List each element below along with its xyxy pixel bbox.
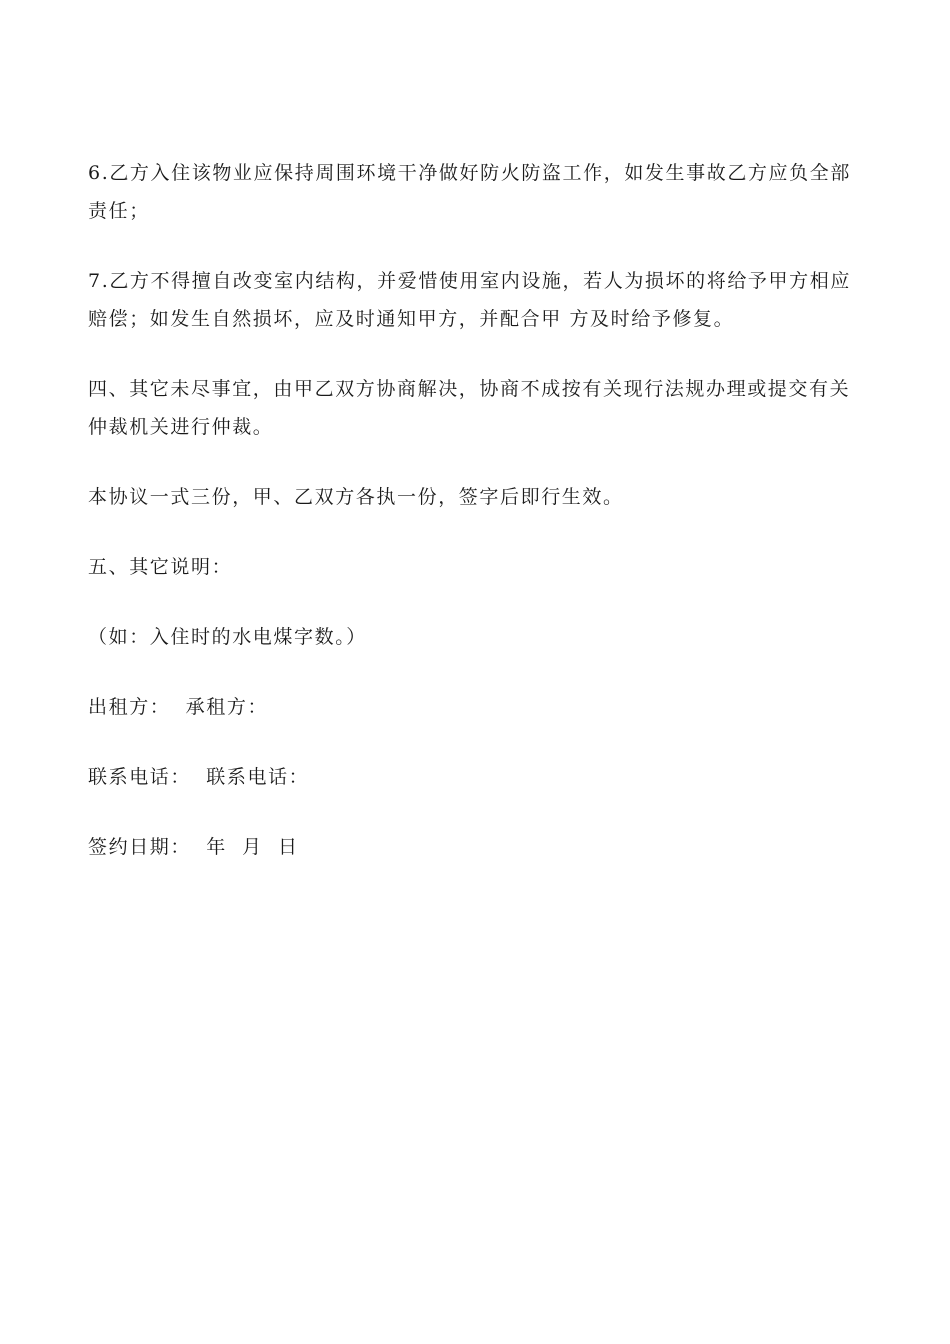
contact-phone-line: 联系电话： 联系电话： [88,766,310,788]
clause-7-paragraph: 7.乙方不得擅自改变室内结构，并爱惜使用室内设施，若人为损坏的将给予甲方相应赔偿；如发生自然损坏，应及时通知甲方，并配合甲 方及时给予修复。 [88,270,851,330]
section-5-note: （如：入住时的水电煤字数。） [88,626,367,648]
signing-date-line: 签约日期： 年 月 日 [88,836,299,858]
copies-validity-paragraph: 本协议一式三份，甲、乙双方各执一份，签字后即行生效。 [88,486,624,508]
clause-6-paragraph: 6.乙方入住该物业应保持周围环境干净做好防火防盗工作，如发生事故乙方应负全部责任； [88,162,851,222]
document-body [88,154,864,898]
section-4-paragraph: 四、其它未尽事宜，由甲乙双方协商解决，协商不成按有关现行法规办理或提交有关仲裁机关进行仲裁。 [88,378,851,438]
section-5-heading: 五、其它说明： [88,556,233,578]
lessor-lessee-line: 出租方： 承租方： [88,696,269,718]
